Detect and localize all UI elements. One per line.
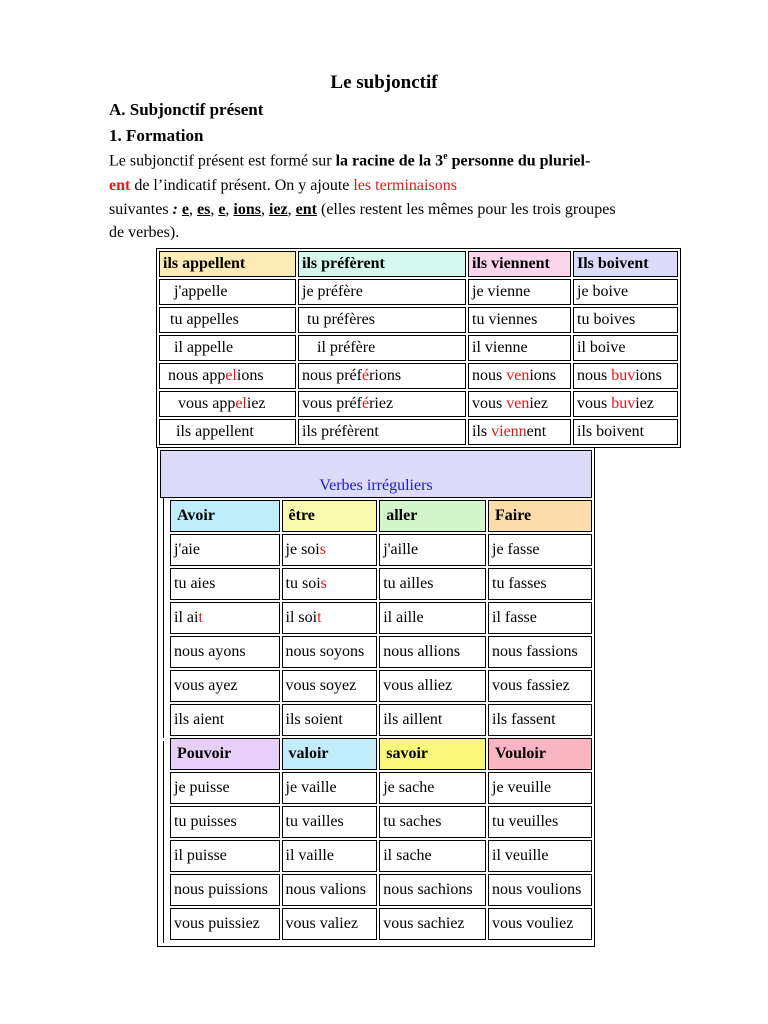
cell-text: il vaille <box>285 847 334 864</box>
cell-text: il sache <box>383 847 432 864</box>
header-cell: Pouvoir <box>170 738 280 770</box>
cell-text: je boive <box>577 283 629 300</box>
header-cell: ils viennent <box>468 251 571 277</box>
cell-text: vous valiez <box>285 915 358 932</box>
table-row <box>170 908 592 940</box>
table-cell <box>379 704 486 736</box>
section-heading-a: A. Subjonctif présent <box>109 100 264 119</box>
header-cell: Faire <box>488 500 592 532</box>
cell-text: tu fasses <box>492 575 547 592</box>
paragraph-line-4: de verbes). <box>109 224 180 241</box>
cell-text: ils préfèrent <box>302 423 379 440</box>
table-cell <box>468 335 571 361</box>
ending: es <box>196 201 211 218</box>
highlighted-stem: t <box>317 609 322 626</box>
cell-text: il appelle <box>174 339 234 356</box>
paragraph-line-3: suivantes : e, es, e, ions, iez, ent (elles restent les mêmes pour les trois groupes <box>109 201 616 218</box>
paragraph-bold: la racine de la 3 <box>335 152 444 170</box>
table-cell <box>488 772 592 804</box>
highlighted-stem: ven <box>506 395 530 412</box>
cell-text: il vienne <box>472 339 528 356</box>
table-cell <box>573 391 678 417</box>
cell-text: nous puissions <box>174 881 268 898</box>
table-row <box>159 279 678 305</box>
cell-text: ils aillent <box>383 711 443 728</box>
cell-text: il ai <box>174 609 199 626</box>
cell-text: je vienne <box>472 283 531 300</box>
cell-text: je soi <box>285 541 320 558</box>
header-cell: ils appellent <box>159 251 296 277</box>
paragraph-text: Le subjonctif présent est formé sur <box>109 152 336 170</box>
ending: iez <box>269 201 288 218</box>
section-heading-1: 1. Formation <box>109 126 204 145</box>
highlighted-stem: el <box>225 367 237 384</box>
table-cell <box>468 363 571 389</box>
table-cell <box>488 840 592 872</box>
table-cell <box>298 279 466 305</box>
table-cell <box>298 391 466 417</box>
table-row <box>159 335 678 361</box>
table-row <box>170 670 592 702</box>
irregular-verbs-table <box>168 498 594 942</box>
cell-text: je sache <box>383 779 435 796</box>
cell-text: nous valions <box>285 881 366 898</box>
divider <box>163 498 164 738</box>
cell-text: ils fassent <box>492 711 556 728</box>
header-cell: Ils boivent <box>573 251 678 277</box>
ending: e <box>218 201 226 218</box>
cell-text: ils <box>472 423 492 440</box>
cell-text: riez <box>369 395 394 412</box>
table-cell <box>170 806 280 838</box>
table-cell <box>468 279 571 305</box>
table-cell <box>282 908 378 940</box>
table-cell <box>573 335 678 361</box>
table-cell <box>488 704 592 736</box>
table-cell <box>488 636 592 668</box>
cell-text: vous fassiez <box>492 677 570 694</box>
superscript: e <box>443 151 448 162</box>
cell-text: tu préfères <box>307 311 375 328</box>
cell-text: vous app <box>178 395 236 412</box>
cell-text: il fasse <box>492 609 537 626</box>
table-row <box>170 534 592 566</box>
table-row <box>159 363 678 389</box>
table-cell <box>379 806 486 838</box>
table-row <box>170 874 592 906</box>
cell-text: ions <box>236 367 264 384</box>
table-cell <box>379 908 486 940</box>
table-cell <box>170 840 280 872</box>
cell-text: tu viennes <box>472 311 538 328</box>
cell-text: vous vouliez <box>492 915 574 932</box>
table-cell <box>379 602 486 634</box>
table-cell <box>282 568 378 600</box>
cell-text: tu veuilles <box>492 813 559 830</box>
cell-text: tu aies <box>174 575 216 592</box>
table-cell <box>282 602 378 634</box>
table-row <box>170 772 592 804</box>
table-cell <box>573 279 678 305</box>
table-cell <box>488 602 592 634</box>
header-cell: ils préfèrent <box>298 251 466 277</box>
cell-text: tu saches <box>383 813 442 830</box>
cell-text: ils aient <box>174 711 225 728</box>
paragraph-text: (elles restent les mêmes pour les trois groupes <box>316 201 616 218</box>
cell-text: vous puissiez <box>174 915 260 932</box>
cell-text: je préfère <box>302 283 363 300</box>
cell-text: nous sachions <box>383 881 473 898</box>
table-cell <box>379 874 486 906</box>
table-row <box>170 602 592 634</box>
cell-text: tu ailles <box>383 575 434 592</box>
header-cell: Avoir <box>170 500 280 532</box>
cell-text: tu puisses <box>174 813 237 830</box>
table-header-row <box>170 738 592 770</box>
table-cell <box>468 307 571 333</box>
cell-text: ils soient <box>285 711 343 728</box>
table-cell <box>379 772 486 804</box>
cell-text: iez <box>529 395 548 412</box>
cell-text: rions <box>369 367 402 384</box>
table-cell <box>159 279 296 305</box>
table-header-row <box>159 251 678 277</box>
table-cell <box>282 772 378 804</box>
paragraph-line-2 <box>109 177 457 195</box>
cell-text: ions <box>529 367 557 384</box>
cell-text: j'aille <box>383 541 419 558</box>
cell-text: je vaille <box>285 779 337 796</box>
header-cell: valoir <box>282 738 378 770</box>
table-cell <box>170 602 280 634</box>
highlighted-stem: t <box>198 609 203 626</box>
table-cell <box>573 419 678 445</box>
highlighted-stem: vienn <box>491 423 527 440</box>
page-title: Le subjonctif <box>330 72 438 93</box>
colon: : <box>172 201 182 218</box>
table-cell <box>468 419 571 445</box>
cell-text: je puisse <box>174 779 230 796</box>
ending: ions <box>233 201 261 218</box>
cell-text: nous <box>472 367 507 384</box>
table-cell <box>159 307 296 333</box>
header-cell: aller <box>379 500 486 532</box>
ending: ent <box>295 201 317 218</box>
table-row <box>170 840 592 872</box>
cell-text: ils boivent <box>577 423 645 440</box>
highlighted-stem: el <box>235 395 247 412</box>
table-cell <box>282 534 378 566</box>
irregular-verbs-box <box>157 447 595 947</box>
table-cell <box>488 908 592 940</box>
table-cell <box>379 840 486 872</box>
highlighted-stem: ven <box>506 367 530 384</box>
cell-text: je veuille <box>492 779 552 796</box>
cell-text: vous <box>472 395 507 412</box>
table-cell <box>159 391 296 417</box>
cell-text: iez <box>246 395 266 412</box>
highlighted-stem: é <box>361 367 370 384</box>
header-cell: Vouloir <box>488 738 592 770</box>
table-cell <box>170 636 280 668</box>
cell-text: je fasse <box>492 541 540 558</box>
paragraph-text: suivantes <box>109 201 173 218</box>
highlighted-stem: é <box>361 395 370 412</box>
terminaisons-highlight: les terminaisons <box>353 177 457 194</box>
table-cell <box>298 335 466 361</box>
table-cell <box>488 670 592 702</box>
cell-text: nous voulions <box>492 881 582 898</box>
highlighted-stem: buv <box>611 395 636 412</box>
table-cell <box>298 307 466 333</box>
ending: e <box>181 201 189 218</box>
cell-text: nous soyons <box>285 643 365 660</box>
table-row <box>170 806 592 838</box>
table-cell <box>282 874 378 906</box>
cell-text: ent <box>526 423 547 440</box>
highlighted-stem: buv <box>611 367 636 384</box>
table-cell <box>298 363 466 389</box>
cell-text: vous ayez <box>174 677 238 694</box>
cell-text: il boive <box>577 339 626 356</box>
cell-text: nous allions <box>383 643 461 660</box>
cell-text: iez <box>635 395 654 412</box>
table-row <box>170 704 592 736</box>
table-row <box>170 568 592 600</box>
ending-ent: ent <box>109 177 131 194</box>
table-cell <box>573 307 678 333</box>
table-cell <box>170 534 280 566</box>
table-cell <box>170 908 280 940</box>
regular-verbs-table <box>156 248 681 448</box>
cell-text: vous alliez <box>383 677 453 694</box>
cell-text: vous préf <box>302 395 362 412</box>
cell-text: nous préf <box>302 367 362 384</box>
table-cell <box>488 806 592 838</box>
table-cell <box>170 704 280 736</box>
table-row <box>159 391 678 417</box>
table-cell <box>488 874 592 906</box>
header-cell: être <box>282 500 378 532</box>
divider <box>163 741 164 943</box>
irregular-verbs-header <box>160 450 592 498</box>
highlighted-stem: s <box>320 575 327 592</box>
table-cell <box>170 670 280 702</box>
table-cell <box>379 568 486 600</box>
cell-text: nous <box>577 367 612 384</box>
table-cell <box>170 874 280 906</box>
table-cell <box>159 363 296 389</box>
paragraph-bold: personne du pluriel- <box>447 152 591 170</box>
cell-text: il soi <box>285 609 318 626</box>
cell-text: vous sachiez <box>383 915 465 932</box>
paragraph-text: de l’indicatif présent. On y ajoute <box>130 177 354 194</box>
table-cell <box>170 568 280 600</box>
table-cell <box>282 840 378 872</box>
table-cell <box>282 636 378 668</box>
table-row <box>159 307 678 333</box>
table-cell <box>170 772 280 804</box>
cell-text: il veuille <box>492 847 549 864</box>
cell-text: il préfère <box>317 339 376 356</box>
cell-text: nous app <box>168 367 226 384</box>
table-row <box>159 419 678 445</box>
cell-text: ils appellent <box>176 423 254 440</box>
paragraph-line-1 <box>109 151 590 170</box>
cell-text: tu appelles <box>170 311 239 328</box>
cell-text: vous <box>577 395 612 412</box>
cell-text: nous fassions <box>492 643 578 660</box>
irregular-verbs-title: Verbes irréguliers <box>319 477 433 494</box>
table-cell <box>379 534 486 566</box>
table-cell <box>159 419 296 445</box>
table-cell <box>379 670 486 702</box>
table-cell <box>379 636 486 668</box>
table-cell <box>282 806 378 838</box>
table-header-row <box>170 500 592 532</box>
cell-text: tu vailles <box>285 813 344 830</box>
table-cell <box>488 568 592 600</box>
table-cell <box>468 391 571 417</box>
cell-text: nous ayons <box>174 643 246 660</box>
table-cell <box>159 335 296 361</box>
cell-text: tu soi <box>285 575 321 592</box>
cell-text: j'appelle <box>174 283 228 300</box>
cell-text: il puisse <box>174 847 227 864</box>
cell-text: tu boives <box>577 311 636 328</box>
highlighted-stem: s <box>319 541 326 558</box>
cell-text: il aille <box>383 609 424 626</box>
table-cell <box>573 363 678 389</box>
cell-text: ions <box>635 367 662 384</box>
cell-text: j'aie <box>174 541 200 558</box>
table-cell <box>282 670 378 702</box>
table-row <box>170 636 592 668</box>
table-cell <box>488 534 592 566</box>
table-cell <box>282 704 378 736</box>
table-cell <box>298 419 466 445</box>
cell-text: vous soyez <box>285 677 357 694</box>
header-cell: savoir <box>379 738 486 770</box>
